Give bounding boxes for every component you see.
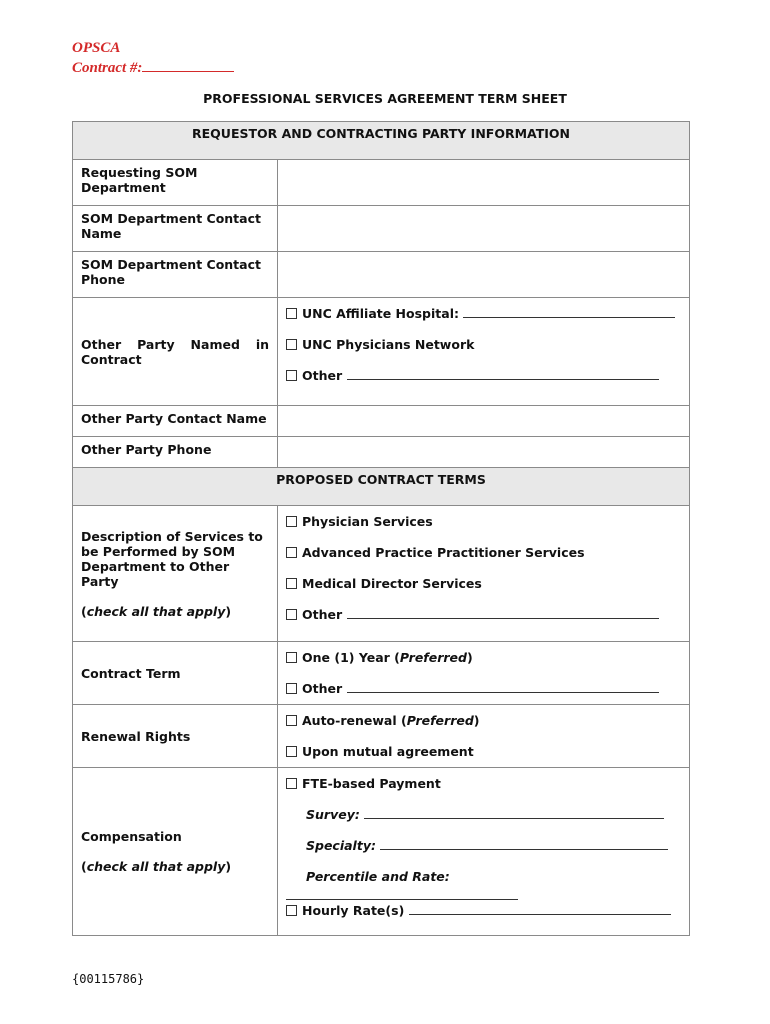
contract-number: Contract #: xyxy=(72,58,234,78)
label-other-party: Other Party Named in Contract xyxy=(73,298,278,406)
field-percentile-rate-line[interactable] xyxy=(286,888,518,900)
checkbox-icon[interactable] xyxy=(286,308,297,319)
checkbox-icon[interactable] xyxy=(286,746,297,757)
option-services-other[interactable]: Other xyxy=(286,607,681,622)
label-compensation: Compensation (check all that apply) xyxy=(73,768,278,936)
checkbox-icon[interactable] xyxy=(286,683,297,694)
option-unc-affiliate[interactable]: UNC Affiliate Hospital: xyxy=(286,306,681,321)
label-description: Description of Services to be Performed by SOM Department to Other Party (check all that apply) xyxy=(73,506,278,642)
label-requesting-dept: Requesting SOM Department xyxy=(73,160,278,206)
option-physician-services[interactable]: Physician Services xyxy=(286,514,681,529)
field-requesting-dept[interactable] xyxy=(278,160,690,206)
label-renewal-rights: Renewal Rights xyxy=(73,705,278,768)
option-one-year[interactable]: One (1) Year (Preferred) xyxy=(286,650,681,665)
service-options xyxy=(278,506,690,642)
option-medical-director[interactable]: Medical Director Services xyxy=(286,576,681,591)
checkbox-icon[interactable] xyxy=(286,905,297,916)
term-options xyxy=(278,642,690,705)
compensation-options xyxy=(278,768,690,936)
option-hourly-rate[interactable]: Hourly Rate(s) xyxy=(286,903,681,918)
field-percentile-rate[interactable]: Percentile and Rate: xyxy=(306,869,450,884)
option-other-party-other[interactable]: Other xyxy=(286,368,681,383)
checkbox-icon[interactable] xyxy=(286,547,297,558)
option-mutual-agreement[interactable]: Upon mutual agreement xyxy=(286,744,681,759)
contract-number-field[interactable] xyxy=(142,59,234,72)
checkbox-icon[interactable] xyxy=(286,339,297,350)
field-dept-contact-name[interactable] xyxy=(278,206,690,252)
option-auto-renewal[interactable]: Auto-renewal (Preferred) xyxy=(286,713,681,728)
org-name: OPSCA xyxy=(72,40,121,56)
page-title: PROFESSIONAL SERVICES AGREEMENT TERM SHEET xyxy=(203,91,567,106)
checkbox-icon[interactable] xyxy=(286,715,297,726)
label-other-party-phone: Other Party Phone xyxy=(73,437,278,468)
section-header-requestor: REQUESTOR AND CONTRACTING PARTY INFORMATION xyxy=(73,122,690,160)
field-survey[interactable]: Survey: xyxy=(286,807,681,822)
label-contract-term: Contract Term xyxy=(73,642,278,705)
label-dept-contact-name: SOM Department Contact Name xyxy=(73,206,278,252)
option-unc-physicians[interactable]: UNC Physicians Network xyxy=(286,337,681,352)
field-other-party-contact[interactable] xyxy=(278,406,690,437)
checkbox-icon[interactable] xyxy=(286,652,297,663)
document-header xyxy=(72,38,234,78)
option-app-services[interactable]: Advanced Practice Practitioner Services xyxy=(286,545,681,560)
option-term-other[interactable]: Other xyxy=(286,681,681,696)
checkbox-icon[interactable] xyxy=(286,578,297,589)
label-other-party-contact: Other Party Contact Name xyxy=(73,406,278,437)
field-other-party-phone[interactable] xyxy=(278,437,690,468)
section-header-proposed: PROPOSED CONTRACT TERMS xyxy=(73,468,690,506)
document-id: {00115786} xyxy=(72,972,145,986)
field-specialty[interactable]: Specialty: xyxy=(286,838,681,853)
option-fte-payment[interactable]: FTE-based Payment xyxy=(286,776,681,791)
other-party-options xyxy=(278,298,690,406)
checkbox-icon[interactable] xyxy=(286,370,297,381)
term-sheet-table xyxy=(72,121,690,936)
checkbox-icon[interactable] xyxy=(286,516,297,527)
checkbox-icon[interactable] xyxy=(286,609,297,620)
label-dept-contact-phone: SOM Department Contact Phone xyxy=(73,252,278,298)
renewal-options xyxy=(278,705,690,768)
field-dept-contact-phone[interactable] xyxy=(278,252,690,298)
checkbox-icon[interactable] xyxy=(286,778,297,789)
